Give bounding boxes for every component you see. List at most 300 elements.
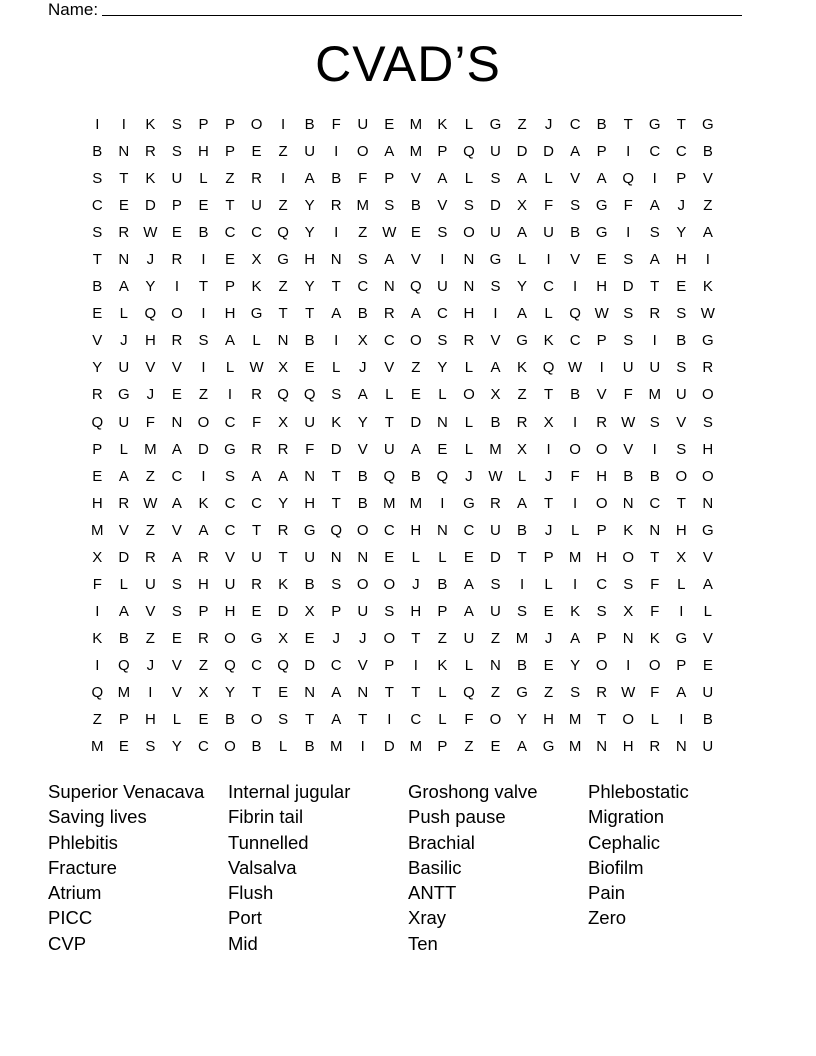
grid-letter[interactable]: B bbox=[702, 711, 713, 729]
grid-letter[interactable]: T bbox=[225, 197, 235, 215]
grid-letter[interactable]: Z bbox=[198, 656, 209, 674]
grid-letter[interactable]: O bbox=[250, 711, 263, 729]
grid-letter[interactable]: P bbox=[225, 116, 236, 133]
grid-letter[interactable]: A bbox=[517, 224, 528, 242]
grid-letter[interactable]: Q bbox=[463, 143, 475, 161]
grid-letter[interactable]: T bbox=[278, 548, 288, 566]
grid-letter[interactable]: O bbox=[250, 116, 263, 133]
grid-letter[interactable]: S bbox=[517, 602, 528, 620]
grid-letter[interactable]: T bbox=[278, 305, 288, 323]
grid-letter[interactable]: N bbox=[171, 413, 183, 431]
grid-letter[interactable]: S bbox=[463, 197, 474, 215]
grid-letter[interactable]: S bbox=[437, 332, 448, 350]
grid-letter[interactable]: E bbox=[702, 656, 713, 674]
grid-letter[interactable]: T bbox=[384, 683, 394, 701]
grid-letter[interactable]: S bbox=[171, 143, 182, 161]
grid-letter[interactable]: O bbox=[383, 575, 396, 593]
grid-letter[interactable]: A bbox=[118, 467, 129, 485]
grid-letter[interactable]: Y bbox=[570, 656, 581, 674]
grid-letter[interactable]: X bbox=[278, 629, 289, 647]
grid-letter[interactable]: W bbox=[143, 224, 158, 242]
grid-letter[interactable]: P bbox=[676, 170, 687, 188]
grid-letter[interactable]: F bbox=[543, 197, 554, 215]
grid-letter[interactable]: T bbox=[597, 711, 607, 729]
grid-letter[interactable]: E bbox=[384, 116, 395, 133]
grid-letter[interactable]: I bbox=[334, 143, 339, 161]
grid-letter[interactable]: H bbox=[702, 440, 714, 458]
grid-letter[interactable]: N bbox=[330, 548, 342, 566]
grid-letter[interactable]: B bbox=[251, 738, 262, 756]
grid-letter[interactable]: C bbox=[251, 494, 262, 512]
grid-letter[interactable]: Y bbox=[357, 413, 368, 431]
grid-letter[interactable]: G bbox=[277, 251, 289, 269]
grid-letter[interactable]: S bbox=[225, 467, 236, 485]
grid-letter[interactable]: I bbox=[174, 278, 179, 296]
grid-letter[interactable]: N bbox=[463, 278, 475, 296]
grid-letter[interactable]: F bbox=[570, 467, 580, 485]
grid-letter[interactable]: U bbox=[543, 224, 554, 242]
grid-letter[interactable]: P bbox=[198, 602, 209, 620]
grid-letter[interactable]: E bbox=[410, 224, 421, 242]
grid-letter[interactable]: B bbox=[437, 575, 448, 593]
grid-letter[interactable]: L bbox=[650, 711, 659, 729]
grid-letter[interactable]: A bbox=[517, 170, 528, 188]
grid-letter[interactable]: O bbox=[595, 440, 608, 458]
grid-letter[interactable]: A bbox=[171, 440, 182, 458]
grid-letter[interactable]: K bbox=[198, 494, 209, 512]
grid-letter[interactable]: P bbox=[225, 143, 236, 161]
grid-letter[interactable]: H bbox=[304, 494, 316, 512]
grid-letter[interactable]: O bbox=[224, 738, 236, 756]
grid-letter[interactable]: T bbox=[676, 116, 686, 133]
grid-letter[interactable]: C bbox=[463, 521, 475, 539]
grid-letter[interactable]: A bbox=[517, 305, 528, 323]
grid-letter[interactable]: L bbox=[332, 359, 341, 377]
grid-letter[interactable]: I bbox=[519, 575, 525, 593]
grid-letter[interactable]: C bbox=[224, 413, 236, 431]
grid-letter[interactable]: P bbox=[596, 521, 607, 539]
grid-letter[interactable]: B bbox=[304, 575, 315, 593]
grid-letter[interactable]: A bbox=[702, 575, 713, 593]
grid-letter[interactable]: I bbox=[201, 359, 206, 377]
grid-letter[interactable]: O bbox=[224, 629, 236, 647]
grid-letter[interactable]: J bbox=[332, 629, 340, 647]
grid-letter[interactable]: A bbox=[437, 170, 448, 188]
grid-letter[interactable]: L bbox=[438, 548, 447, 566]
grid-letter[interactable]: D bbox=[304, 656, 316, 674]
grid-letter[interactable]: R bbox=[383, 305, 395, 323]
grid-letter[interactable]: D bbox=[383, 738, 395, 756]
grid-letter[interactable]: B bbox=[570, 224, 581, 242]
grid-letter[interactable]: Q bbox=[224, 656, 236, 674]
grid-letter[interactable]: I bbox=[546, 440, 551, 458]
grid-letter[interactable]: Q bbox=[383, 467, 396, 485]
grid-letter[interactable]: H bbox=[675, 521, 687, 539]
grid-letter[interactable]: E bbox=[278, 683, 289, 701]
grid-letter[interactable]: N bbox=[436, 521, 448, 539]
grid-letter[interactable]: K bbox=[145, 170, 156, 188]
grid-letter[interactable]: Q bbox=[91, 413, 104, 431]
grid-letter[interactable]: T bbox=[331, 278, 341, 296]
grid-letter[interactable]: U bbox=[118, 413, 130, 431]
grid-letter[interactable]: T bbox=[251, 683, 262, 701]
grid-letter[interactable]: I bbox=[652, 170, 657, 188]
grid-letter[interactable]: B bbox=[357, 305, 368, 323]
grid-letter[interactable]: B bbox=[304, 332, 315, 350]
grid-letter[interactable]: U bbox=[144, 575, 156, 593]
grid-letter[interactable]: A bbox=[596, 170, 607, 188]
grid-letter[interactable]: I bbox=[360, 738, 365, 756]
grid-letter[interactable]: A bbox=[331, 711, 342, 729]
grid-letter[interactable]: G bbox=[117, 386, 130, 404]
grid-letter[interactable]: R bbox=[702, 359, 714, 377]
grid-letter[interactable]: O bbox=[489, 711, 502, 729]
grid-letter[interactable]: M bbox=[568, 548, 582, 566]
grid-letter[interactable]: T bbox=[650, 548, 660, 566]
grid-letter[interactable]: M bbox=[409, 116, 423, 133]
grid-letter[interactable]: Q bbox=[277, 386, 289, 404]
grid-letter[interactable]: B bbox=[570, 386, 581, 404]
grid-letter[interactable]: L bbox=[464, 413, 474, 431]
grid-letter[interactable]: B bbox=[517, 656, 528, 674]
grid-letter[interactable]: R bbox=[277, 440, 289, 458]
grid-letter[interactable]: A bbox=[225, 332, 236, 350]
grid-letter[interactable]: S bbox=[676, 305, 687, 323]
grid-letter[interactable]: E bbox=[198, 197, 209, 215]
grid-letter[interactable]: G bbox=[648, 116, 661, 133]
grid-letter[interactable]: B bbox=[357, 467, 368, 485]
grid-letter[interactable]: E bbox=[171, 224, 182, 242]
grid-letter[interactable]: H bbox=[304, 251, 316, 269]
grid-letter[interactable]: I bbox=[148, 683, 153, 701]
grid-letter[interactable]: N bbox=[702, 494, 714, 512]
grid-letter[interactable]: T bbox=[623, 116, 633, 133]
grid-letter[interactable]: U bbox=[357, 116, 369, 133]
grid-letter[interactable]: Z bbox=[278, 197, 288, 215]
grid-letter[interactable]: B bbox=[649, 467, 660, 485]
grid-letter[interactable]: I bbox=[227, 386, 233, 404]
grid-letter[interactable]: X bbox=[357, 332, 368, 350]
grid-letter[interactable]: R bbox=[649, 305, 661, 323]
grid-letter[interactable]: Z bbox=[437, 629, 447, 647]
grid-letter[interactable]: G bbox=[702, 521, 714, 539]
grid-letter[interactable]: T bbox=[676, 494, 686, 512]
grid-letter[interactable]: V bbox=[490, 332, 501, 350]
grid-letter[interactable]: Q bbox=[410, 278, 422, 296]
grid-letter[interactable]: V bbox=[225, 548, 236, 566]
grid-letter[interactable]: O bbox=[356, 575, 369, 593]
grid-letter[interactable]: S bbox=[278, 711, 289, 729]
grid-letter[interactable]: Z bbox=[145, 521, 155, 539]
grid-letter[interactable]: S bbox=[171, 575, 182, 593]
grid-letter[interactable]: K bbox=[649, 629, 660, 647]
grid-letter[interactable]: I bbox=[573, 413, 578, 431]
grid-letter[interactable]: G bbox=[489, 116, 502, 133]
grid-letter[interactable]: L bbox=[464, 116, 474, 133]
grid-letter[interactable]: O bbox=[171, 305, 183, 323]
grid-letter[interactable]: J bbox=[544, 521, 553, 539]
grid-letter[interactable]: L bbox=[703, 602, 713, 620]
grid-letter[interactable]: N bbox=[118, 143, 130, 161]
grid-letter[interactable]: S bbox=[145, 738, 156, 756]
grid-letter[interactable]: S bbox=[437, 224, 448, 242]
grid-letter[interactable]: O bbox=[463, 386, 475, 404]
grid-letter[interactable]: I bbox=[281, 170, 286, 188]
grid-letter[interactable]: T bbox=[543, 386, 554, 404]
grid-letter[interactable]: E bbox=[437, 440, 448, 458]
grid-letter[interactable]: W bbox=[621, 413, 636, 431]
grid-letter[interactable]: M bbox=[91, 738, 104, 756]
grid-letter[interactable]: Y bbox=[171, 738, 182, 756]
grid-letter[interactable]: V bbox=[171, 359, 182, 377]
grid-letter[interactable]: O bbox=[595, 494, 608, 512]
grid-letter[interactable]: T bbox=[331, 467, 341, 485]
grid-letter[interactable]: V bbox=[92, 332, 103, 350]
grid-letter[interactable]: X bbox=[278, 359, 289, 377]
grid-letter[interactable]: R bbox=[144, 548, 156, 566]
grid-letter[interactable]: B bbox=[596, 116, 607, 133]
grid-letter[interactable]: L bbox=[517, 467, 527, 485]
grid-letter[interactable]: E bbox=[251, 143, 262, 161]
grid-letter[interactable]: K bbox=[702, 278, 713, 296]
grid-letter[interactable]: U bbox=[357, 602, 369, 620]
grid-letter[interactable]: H bbox=[144, 711, 156, 729]
grid-letter[interactable]: M bbox=[409, 738, 423, 756]
grid-letter[interactable]: Q bbox=[542, 359, 555, 377]
grid-letter[interactable]: N bbox=[436, 413, 448, 431]
grid-letter[interactable]: X bbox=[623, 602, 634, 620]
grid-letter[interactable]: R bbox=[251, 170, 262, 188]
grid-letter[interactable]: N bbox=[357, 548, 369, 566]
grid-letter[interactable]: W bbox=[700, 305, 715, 323]
grid-letter[interactable]: X bbox=[251, 251, 262, 269]
grid-letter[interactable]: A bbox=[410, 305, 421, 323]
grid-letter[interactable]: R bbox=[516, 413, 528, 431]
grid-letter[interactable]: P bbox=[384, 170, 395, 188]
grid-letter[interactable]: V bbox=[702, 170, 713, 188]
grid-letter[interactable]: Z bbox=[543, 683, 554, 701]
grid-letter[interactable]: F bbox=[650, 602, 660, 620]
grid-letter[interactable]: L bbox=[438, 386, 447, 404]
grid-letter[interactable]: Z bbox=[358, 224, 368, 242]
grid-letter[interactable]: N bbox=[649, 521, 661, 539]
grid-letter[interactable]: E bbox=[118, 197, 129, 215]
grid-letter[interactable]: F bbox=[650, 575, 660, 593]
grid-letter[interactable]: R bbox=[144, 143, 156, 161]
grid-letter[interactable]: T bbox=[92, 251, 102, 269]
grid-letter[interactable]: R bbox=[649, 738, 661, 756]
grid-letter[interactable]: K bbox=[437, 656, 448, 674]
grid-letter[interactable]: M bbox=[144, 440, 157, 458]
grid-letter[interactable]: L bbox=[464, 170, 474, 188]
grid-letter[interactable]: H bbox=[224, 602, 236, 620]
grid-letter[interactable]: K bbox=[437, 116, 448, 133]
grid-letter[interactable]: T bbox=[650, 278, 660, 296]
grid-letter[interactable]: P bbox=[331, 602, 342, 620]
grid-letter[interactable]: S bbox=[92, 170, 103, 188]
grid-letter[interactable]: A bbox=[570, 143, 581, 161]
grid-letter[interactable]: L bbox=[119, 305, 128, 323]
grid-letter[interactable]: P bbox=[225, 278, 236, 296]
grid-letter[interactable]: K bbox=[145, 116, 156, 133]
grid-letter[interactable]: V bbox=[437, 197, 448, 215]
grid-letter[interactable]: U bbox=[304, 413, 316, 431]
grid-letter[interactable]: G bbox=[702, 332, 714, 350]
grid-letter[interactable]: S bbox=[570, 197, 581, 215]
grid-letter[interactable]: E bbox=[198, 711, 209, 729]
grid-letter[interactable]: U bbox=[490, 224, 501, 242]
grid-letter[interactable]: S bbox=[676, 359, 687, 377]
grid-letter[interactable]: F bbox=[650, 683, 660, 701]
grid-letter[interactable]: A bbox=[118, 278, 129, 296]
grid-letter[interactable]: A bbox=[463, 602, 474, 620]
grid-letter[interactable]: Z bbox=[278, 143, 288, 161]
grid-letter[interactable]: T bbox=[411, 629, 421, 647]
grid-letter[interactable]: C bbox=[569, 332, 581, 350]
grid-letter[interactable]: M bbox=[383, 494, 396, 512]
grid-letter[interactable]: L bbox=[119, 575, 128, 593]
grid-letter[interactable]: Z bbox=[278, 278, 288, 296]
grid-letter[interactable]: U bbox=[675, 386, 687, 404]
grid-letter[interactable]: P bbox=[437, 738, 448, 756]
grid-letter[interactable]: H bbox=[198, 575, 209, 593]
grid-letter[interactable]: L bbox=[517, 251, 527, 269]
grid-letter[interactable]: V bbox=[118, 521, 129, 539]
grid-letter[interactable]: D bbox=[622, 278, 634, 296]
grid-letter[interactable]: R bbox=[118, 224, 130, 242]
grid-letter[interactable]: S bbox=[623, 251, 634, 269]
grid-letter[interactable]: V bbox=[570, 170, 581, 188]
grid-letter[interactable]: A bbox=[410, 440, 421, 458]
grid-letter[interactable]: T bbox=[251, 521, 262, 539]
grid-letter[interactable]: T bbox=[384, 413, 394, 431]
grid-letter[interactable]: I bbox=[573, 494, 578, 512]
grid-letter[interactable]: V bbox=[171, 521, 182, 539]
grid-letter[interactable]: D bbox=[330, 440, 342, 458]
grid-letter[interactable]: B bbox=[331, 170, 342, 188]
grid-letter[interactable]: Q bbox=[277, 656, 289, 674]
grid-letter[interactable]: X bbox=[304, 602, 315, 620]
grid-letter[interactable]: J bbox=[120, 332, 128, 350]
grid-letter[interactable]: S bbox=[490, 170, 501, 188]
grid-letter[interactable]: E bbox=[543, 656, 554, 674]
grid-letter[interactable]: Z bbox=[92, 711, 102, 729]
grid-letter[interactable]: B bbox=[517, 521, 528, 539]
grid-letter[interactable]: N bbox=[596, 738, 608, 756]
grid-letter[interactable]: G bbox=[250, 305, 263, 323]
grid-letter[interactable]: P bbox=[676, 656, 687, 674]
grid-letter[interactable]: J bbox=[412, 575, 420, 593]
grid-letter[interactable]: N bbox=[490, 656, 501, 674]
grid-letter[interactable]: Q bbox=[436, 467, 449, 485]
grid-letter[interactable]: T bbox=[119, 170, 129, 188]
grid-letter[interactable]: P bbox=[171, 197, 182, 215]
grid-letter[interactable]: I bbox=[493, 305, 498, 323]
grid-letter[interactable]: C bbox=[410, 711, 422, 729]
grid-letter[interactable]: W bbox=[488, 467, 503, 485]
grid-letter[interactable]: A bbox=[649, 251, 660, 269]
grid-letter[interactable]: J bbox=[146, 386, 155, 404]
grid-letter[interactable]: L bbox=[385, 386, 394, 404]
grid-letter[interactable]: H bbox=[144, 332, 156, 350]
grid-letter[interactable]: R bbox=[251, 440, 262, 458]
grid-letter[interactable]: G bbox=[675, 629, 688, 647]
grid-letter[interactable]: X bbox=[517, 197, 528, 215]
grid-letter[interactable]: K bbox=[251, 278, 262, 296]
grid-letter[interactable]: U bbox=[304, 548, 316, 566]
grid-letter[interactable]: H bbox=[198, 143, 209, 161]
grid-letter[interactable]: T bbox=[358, 711, 368, 729]
grid-letter[interactable]: T bbox=[198, 278, 209, 296]
grid-letter[interactable]: W bbox=[382, 224, 397, 242]
grid-letter[interactable]: P bbox=[596, 332, 607, 350]
grid-letter[interactable]: P bbox=[437, 143, 448, 161]
grid-letter[interactable]: R bbox=[490, 494, 501, 512]
grid-letter[interactable]: X bbox=[278, 413, 289, 431]
grid-letter[interactable]: W bbox=[621, 683, 636, 701]
grid-letter[interactable]: E bbox=[596, 251, 607, 269]
grid-letter[interactable]: C bbox=[569, 116, 581, 133]
grid-letter[interactable]: E bbox=[463, 548, 474, 566]
grid-letter[interactable]: L bbox=[278, 738, 288, 756]
grid-letter[interactable]: R bbox=[198, 629, 209, 647]
grid-letter[interactable]: E bbox=[410, 386, 421, 404]
grid-letter[interactable]: L bbox=[438, 711, 447, 729]
grid-letter[interactable]: T bbox=[331, 494, 341, 512]
grid-letter[interactable]: X bbox=[517, 440, 528, 458]
grid-letter[interactable]: X bbox=[490, 386, 501, 404]
grid-letter[interactable]: B bbox=[304, 738, 315, 756]
grid-letter[interactable]: Z bbox=[198, 386, 209, 404]
grid-letter[interactable]: R bbox=[198, 548, 209, 566]
grid-letter[interactable]: Y bbox=[304, 224, 315, 242]
name-line[interactable] bbox=[102, 0, 742, 16]
grid-letter[interactable]: R bbox=[596, 683, 608, 701]
grid-letter[interactable]: F bbox=[331, 116, 341, 133]
grid-letter[interactable]: U bbox=[702, 683, 714, 701]
grid-letter[interactable]: Z bbox=[464, 738, 474, 756]
grid-letter[interactable]: I bbox=[626, 224, 631, 242]
grid-letter[interactable]: X bbox=[676, 548, 687, 566]
grid-letter[interactable]: Z bbox=[517, 116, 527, 133]
grid-letter[interactable]: G bbox=[516, 332, 528, 350]
grid-letter[interactable]: R bbox=[171, 251, 183, 269]
grid-letter[interactable]: D bbox=[543, 143, 554, 161]
grid-letter[interactable]: O bbox=[702, 467, 714, 485]
grid-letter[interactable]: L bbox=[225, 359, 235, 377]
grid-letter[interactable]: W bbox=[594, 305, 609, 323]
grid-letter[interactable]: C bbox=[649, 143, 661, 161]
grid-letter[interactable]: A bbox=[676, 683, 687, 701]
grid-letter[interactable]: B bbox=[490, 413, 501, 431]
grid-letter[interactable]: C bbox=[198, 738, 209, 756]
grid-letter[interactable]: M bbox=[329, 738, 343, 756]
grid-letter[interactable]: B bbox=[357, 494, 368, 512]
grid-letter[interactable]: D bbox=[144, 197, 156, 215]
grid-letter[interactable]: F bbox=[92, 575, 102, 593]
grid-letter[interactable]: A bbox=[331, 683, 342, 701]
grid-letter[interactable]: O bbox=[383, 629, 396, 647]
grid-letter[interactable]: A bbox=[463, 575, 474, 593]
grid-letter[interactable]: B bbox=[410, 467, 421, 485]
grid-letter[interactable]: E bbox=[225, 251, 236, 269]
grid-letter[interactable]: C bbox=[224, 224, 236, 242]
grid-letter[interactable]: U bbox=[702, 738, 714, 756]
grid-letter[interactable]: U bbox=[251, 197, 262, 215]
grid-letter[interactable]: B bbox=[225, 711, 236, 729]
grid-letter[interactable]: U bbox=[251, 548, 262, 566]
grid-letter[interactable]: I bbox=[573, 575, 578, 593]
